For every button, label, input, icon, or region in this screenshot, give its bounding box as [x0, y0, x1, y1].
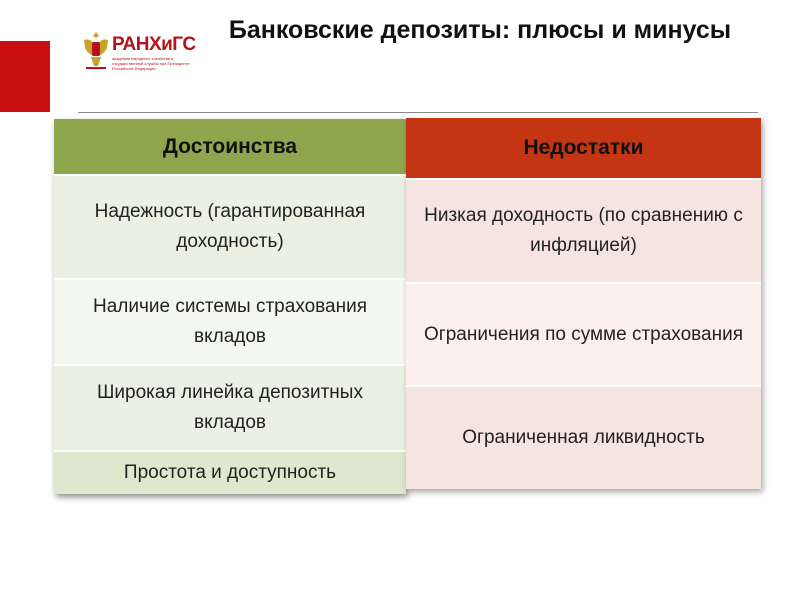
disadvantage-item: Ограничения по сумме страхования — [406, 282, 761, 385]
eagle-emblem-icon — [82, 30, 110, 70]
logo-subtitle: академия народного хозяйства и государственной службы при Президенте Российской Федерации — [112, 56, 190, 71]
disadvantages-header: Недостатки — [406, 118, 761, 178]
title-divider — [78, 112, 758, 113]
disadvantages-column — [406, 118, 761, 489]
ranepa-logo — [82, 30, 194, 74]
advantages-column — [54, 119, 406, 494]
logo-name: РАНХиГС — [112, 34, 196, 55]
page-title: Банковские депозиты: плюсы и минусы — [228, 16, 732, 44]
advantage-item: Простота и доступность — [54, 450, 406, 494]
advantage-item: Широкая линейка депозитных вкладов — [54, 364, 406, 450]
advantage-item: Надежность (гарантированная доходность) — [54, 174, 406, 278]
advantages-header: Достоинства — [54, 119, 406, 174]
advantage-item: Наличие системы страхования вкладов — [54, 278, 406, 364]
accent-bar — [0, 41, 50, 112]
disadvantage-item: Ограниченная ликвидность — [406, 385, 761, 489]
disadvantage-item: Низкая доходность (по сравнению с инфляцией) — [406, 178, 761, 282]
